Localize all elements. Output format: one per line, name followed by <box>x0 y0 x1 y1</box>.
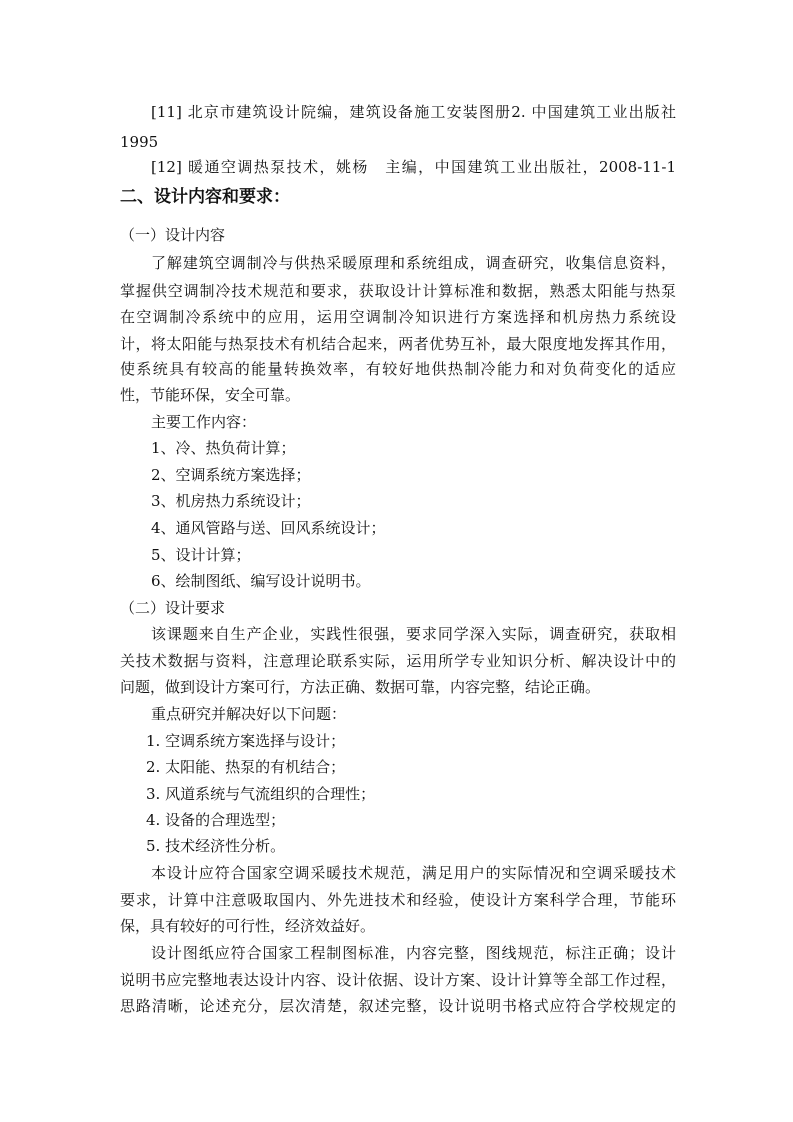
work-item: 5、设计计算； <box>151 546 251 564</box>
part2-para-line: 该课题来自生产企业，实践性很强，要求同学深入实际，调查研究，获取相 <box>151 625 676 643</box>
focus-item: 5. 技术经济性分析。 <box>146 837 286 855</box>
focus-item: 1. 空调系统方案选择与设计； <box>146 732 346 750</box>
part2-para-line: 问题，做到设计方案可行，方法正确、数据可靠，内容完整，结论正确。 <box>120 678 601 696</box>
work-item: 6、绘制图纸、编写设计说明书。 <box>151 572 371 590</box>
reference-11-line-1: [11] 北京市建筑设计院编，建筑设备施工安装图册2. 中国建筑工业出版社 <box>151 103 676 121</box>
part2-para-line: 关技术数据与资料，注意理论联系实际，运用所学专业知识分析、解决设计中的 <box>120 652 676 670</box>
work-item: 4、通风管路与送、回风系统设计； <box>151 519 386 537</box>
part1-para-line: 性，节能环保，安全可靠。 <box>120 386 301 404</box>
part1-para-line: 了解建筑空调制冷与供热采暖原理和系统组成，调查研究，收集信息资料， <box>151 254 676 272</box>
part1-para-line: 在空调制冷系统中的应用，运用空调制冷知识进行方案选择和机房热力系统设 <box>120 308 676 326</box>
focus-item: 4. 设备的合理选型； <box>146 811 286 829</box>
part2-title: （二）设计要求 <box>120 599 226 617</box>
work-content-title: 主要工作内容： <box>151 413 257 431</box>
part2-para3-line: 思路清晰，论述充分，层次清楚，叙述完整，设计说明书格式应符合学校规定的 <box>120 997 676 1015</box>
part2-para2-line: 保，具有较好的可行性，经济效益好。 <box>120 917 376 935</box>
part2-para2-line: 要求，计算中注意吸取国内、外先进技术和经验，使设计方案科学合理，节能环 <box>120 891 676 909</box>
reference-11-line-2: 1995 <box>120 133 159 151</box>
part1-title: （一）设计内容 <box>120 226 226 244</box>
part1-para-line: 使系统具有较高的能量转换效率，有较好地供热制冷能力和对负荷变化的适应 <box>120 360 676 378</box>
work-item: 2、空调系统方案选择； <box>151 466 311 484</box>
part1-para-line: 计，将太阳能与热泵技术有机结合起来，两者优势互补，最大限度地发挥其作用， <box>120 335 676 353</box>
part2-para2-line: 本设计应符合国家空调采暖技术规范，满足用户的实际情况和空调采暖技术 <box>151 864 676 882</box>
focus-title: 重点研究并解决好以下问题： <box>151 705 347 723</box>
part2-para3-line: 设计图纸应符合国家工程制图标准，内容完整，图线规范，标注正确；设计 <box>151 944 676 962</box>
part1-para-line: 掌握供空调制冷技术规范和要求，获取设计计算标准和数据，熟悉太阳能与热泵 <box>120 282 676 300</box>
reference-12: [12] 暖通空调热泵技术，姚杨 主编，中国建筑工业出版社，2008-11-1 <box>151 158 676 176</box>
focus-item: 2. 太阳能、热泵的有机结合； <box>146 758 346 776</box>
work-item: 1、冷、热负荷计算； <box>151 439 296 457</box>
section-title: 二、设计内容和要求： <box>120 187 290 207</box>
focus-item: 3. 风道系统与气流组织的合理性； <box>146 785 376 803</box>
part2-para3-line: 说明书应完整地表达设计内容、设计依据、设计方案、设计计算等全部工作过程， <box>120 971 676 989</box>
work-item: 3、机房热力系统设计； <box>151 492 311 510</box>
